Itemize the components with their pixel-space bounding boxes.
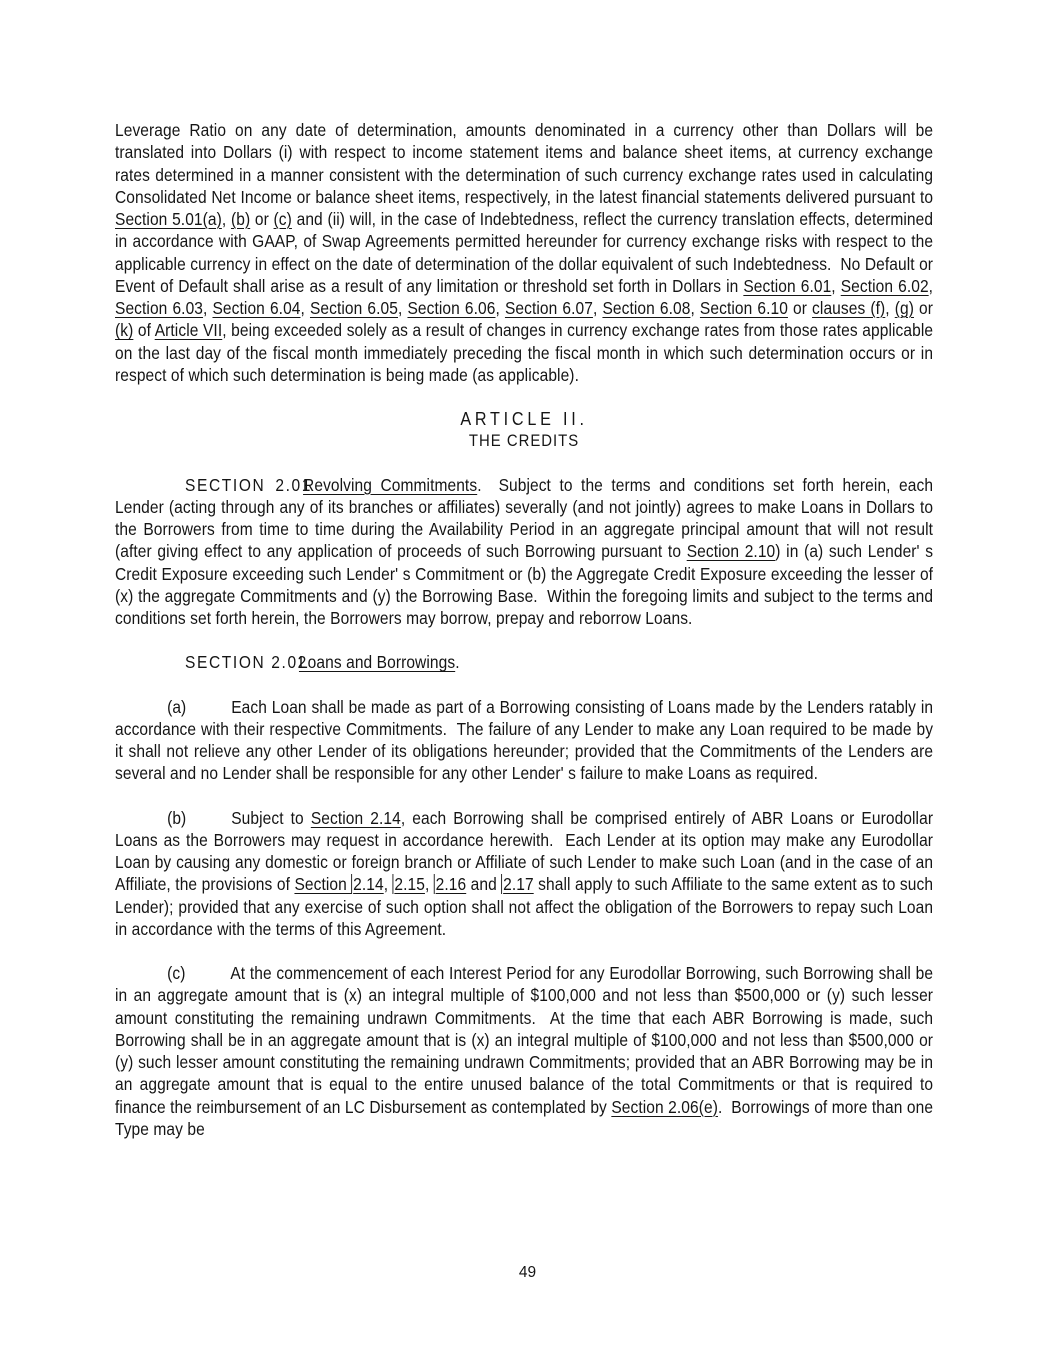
page-number: 49	[518, 1264, 537, 1281]
section-2-01-paragraph: SECTION 2.01Revolving Commitments. Subject to the terms and conditions set forth herein, each Lender (acting through any of its branches or affiliates) severally (and not jointly) agrees to make Loans in Dollars to the Borrowers from time to time during the Availability Period in an aggregate principal amount that will not result (after giving effect to any application of proceeds of such Borrowing pursuant to Section 2.10) in (a) such Lender' s Credit Exposure exceeding such Lender' s Commitment or (b) the Aggregate Credit Exposure exceeding the lesser of (x) the aggregate Commitments and (y) the Borrowing Base. Within the foregoing limits and subject to the terms and conditions set forth herein, the Borrowers may borrow, prepay and reborrow Loans.	[115, 474, 934, 628]
continuation-paragraph: Leverage Ratio on any date of determination, amounts denominated in a currency other than Dollars will be translated into Dollars (i) with respect to income statement items and balance sheet items, at currency exchange rates determined in a manner consistent with the determination of such currency exchange rates used in calculating Consolidated Net Income or balance sheet items, respectively, in the latest financial statements delivered pursuant to Section 5.01(a), (b) or (c) and (ii) will, in the case of Indebtedness, reflect the currency translation effects, determined in accordance with GAAP, of Swap Agreements permitted hereunder for currency exchange risks with respect to the applicable currency in effect on the date of determination of the dollar equivalent of such Indebtedness. No Default or Event of Default shall arise as a result of any limitation or threshold set forth in Dollars in Section 6.01, Section 6.02, Section 6.03, Section 6.04, Section 6.05, Section 6.06, Section 6.07, Section 6.08, Section 6.10 or clauses (f), (g) or (k) of Article VII, being exceeded solely as a result of changes in currency exchange rates from those rates applicable on the last day of the fiscal month immediately preceding the fiscal month in which such determination occurs or in respect of which such determination is being made (as applicable).	[115, 120, 934, 385]
article-subtitle: THE CREDITS	[468, 431, 580, 451]
article-heading	[115, 408, 933, 453]
paragraph-b: (b) Subject to Section 2.14, each Borrowing shall be comprised entirely of ABR Loans or Eurodollar Loans as the Borrowers may request in accordance herewith. Each Lender at its option may make any Eurodollar Loan by causing any domestic or foreign branch or Affiliate of such Lender to make such Loan (and in the case of an Affiliate, the provisions of Section 2.14, 2.15, 2.16 and 2.17 shall apply to such Affiliate to the same extent as to such Lender); provided that any exercise of such option shall not affect the obligation of the Borrowers to repay such Loan in accordance with the terms of this Agreement.	[115, 807, 934, 939]
section-2-02-heading: SECTION 2.02Loans and Borrowings.	[185, 652, 460, 673]
document-body	[115, 119, 933, 1162]
paragraph-a: (a) Each Loan shall be made as part of a Borrowing consisting of Loans made by the Lenders ratably in accordance with their respective Commitments. The failure of any Lender to make any Loan required to be made by it shall not relieve any other Lender of its obligations hereunder; provided that the Commitments of the Lenders are several and no Lender shall be responsible for any other Lender' s failure to make Loans as required.	[115, 696, 934, 784]
paragraph-c: (c) At the commencement of each Interest Period for any Eurodollar Borrowing, such Borrowing shall be in an aggregate amount that is (x) an integral multiple of $100,000 and not less than $500,000 or (y) such lesser amount constituting the remaining undrawn Commitments. At the time that each ABR Borrowing is made, such Borrowing shall be in an aggregate amount that is (x) an integral multiple of $100,000 and not less than $500,000 or (y) such lesser amount constituting the remaining undrawn Commitments; provided that an ABR Borrowing may be in an aggregate amount that is equal to the entire unused balance of the total Commitments or that is required to finance the reimbursement of an LC Disbursement as contemplated by Section 2.06(e). Borrowings of more than one Type may be	[115, 963, 934, 1139]
article-title: ARTICLE II.	[460, 409, 588, 429]
